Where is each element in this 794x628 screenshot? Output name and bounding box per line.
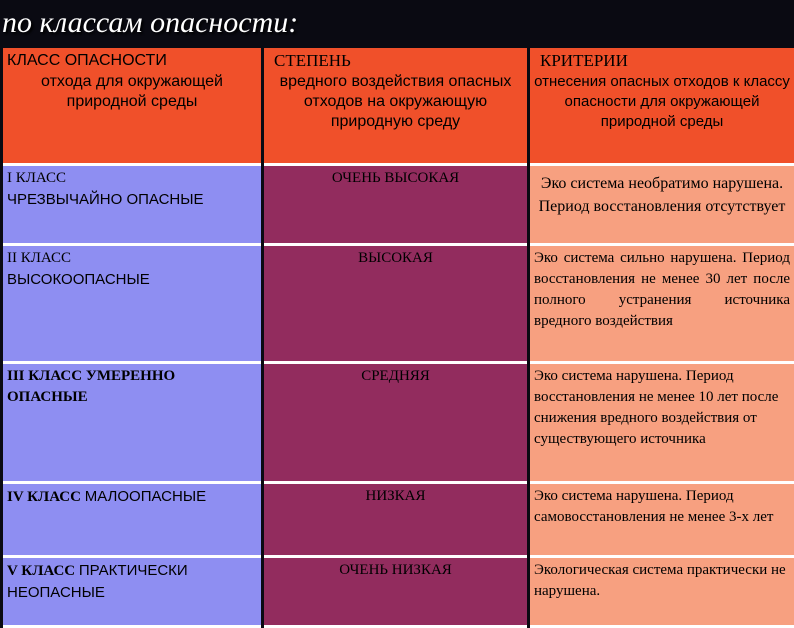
class-label: I КЛАСС	[7, 170, 67, 186]
degree-cell: СРЕДНЯЯ	[264, 364, 527, 484]
header-cell-class	[3, 48, 261, 166]
class-cell	[3, 558, 261, 628]
table-header-row	[3, 48, 794, 166]
table-row	[3, 364, 794, 484]
criteria-cell: Экологическая система практически не нарушена.	[530, 558, 794, 628]
degree-cell: ВЫСОКАЯ	[264, 246, 527, 364]
header-criteria-subtitle: отнесения опасных отходов к классу опасности для окружающей природной среды	[534, 73, 790, 130]
class-label: IV КЛАСС	[7, 489, 81, 505]
degree-cell: НИЗКАЯ	[264, 484, 527, 558]
header-cell-criteria	[530, 48, 794, 166]
degree-cell: ОЧЕНЬ ВЫСОКАЯ	[264, 166, 527, 246]
class-description: МАЛООПАСНЫЕ	[84, 488, 207, 505]
table-row	[3, 484, 794, 558]
hazard-class-table	[0, 48, 794, 628]
class-cell	[3, 484, 261, 558]
header-degree-subtitle: вредного воздействия опасных отходов на окружающую природную среду	[279, 73, 512, 130]
class-cell	[3, 364, 261, 484]
degree-cell: ОЧЕНЬ НИЗКАЯ	[264, 558, 527, 628]
class-label: II КЛАСС	[7, 250, 72, 266]
class-label: III КЛАСС УМЕРЕННО ОПАСНЫЕ	[7, 368, 176, 405]
table-row	[3, 246, 794, 364]
criteria-cell: Эко система необратимо нарушена. Период восстановления отсутствует	[530, 166, 794, 246]
header-criteria-title: КРИТЕРИИ	[540, 51, 628, 70]
class-description: ПРАКТИЧЕСКИ НЕОПАСНЫЕ	[7, 562, 188, 601]
class-description: ЧРЕЗВЫЧАЙНО ОПАСНЫЕ	[7, 191, 204, 208]
header-class-subtitle: отхода для окружающей природной среды	[41, 73, 223, 110]
class-description: ВЫСОКООПАСНЫЕ	[7, 271, 150, 288]
table-row	[3, 558, 794, 628]
criteria-cell: Эко система сильно нарушена. Период восстановления не менее 30 лет после полного устранения источника вредного воздействия	[530, 246, 794, 364]
header-cell-degree	[264, 48, 527, 166]
header-degree-title: СТЕПЕНЬ	[274, 51, 351, 70]
page-title: по классам опасности:	[2, 6, 299, 39]
class-cell	[3, 166, 261, 246]
criteria-cell: Эко система нарушена. Период самовосстановления не менее 3-х лет	[530, 484, 794, 558]
criteria-cell: Эко система нарушена. Период восстановления не менее 10 лет после снижения вредного воздействия от существующего источника	[530, 364, 794, 484]
header-class-title: КЛАСС ОПАСНОСТИ	[7, 52, 167, 69]
class-cell	[3, 246, 261, 364]
table-row	[3, 166, 794, 246]
class-label: V КЛАСС	[7, 563, 76, 579]
